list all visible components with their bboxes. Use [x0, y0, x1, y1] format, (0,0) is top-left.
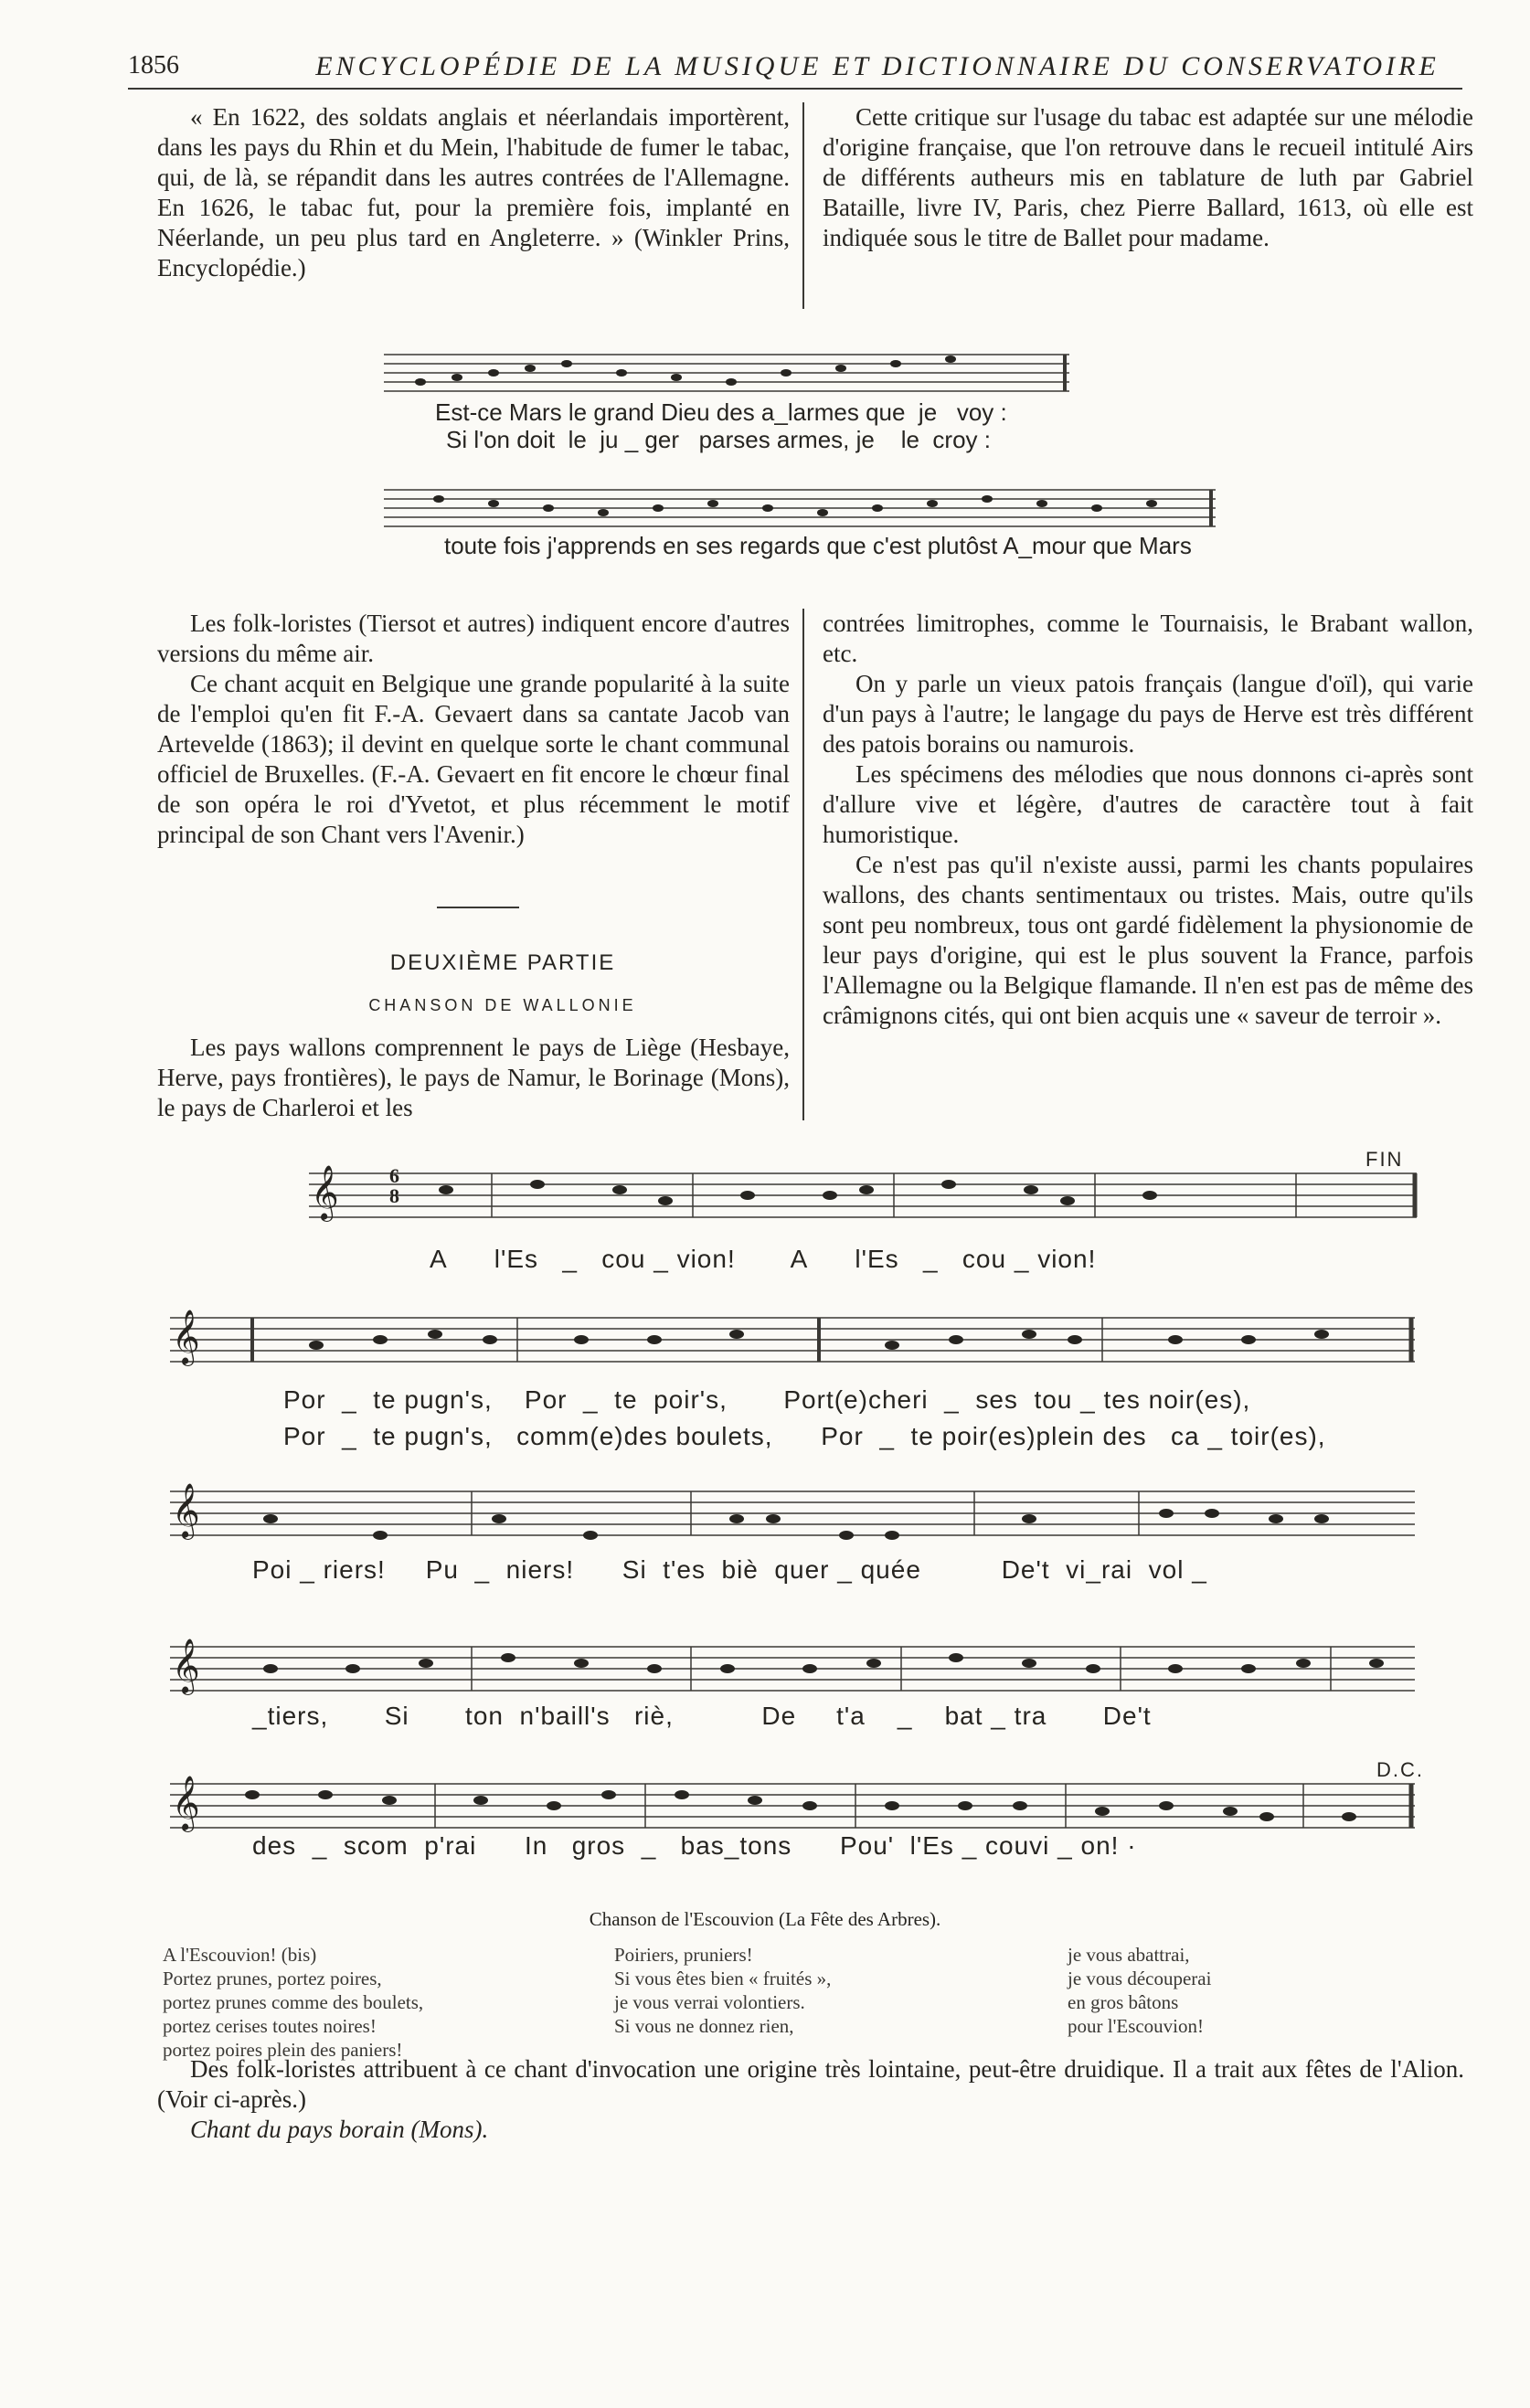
music2-lyric-row5: des _ scom p'rai In gros _ bas_tons Pou' l'Es _ couvi _ on! ·	[252, 1831, 1137, 1860]
section-title: DEUXIÈME PARTIE	[389, 950, 616, 975]
dc-marker: D.C.	[1376, 1758, 1424, 1781]
top-left-paragraph	[157, 102, 790, 283]
music2-staff-5	[170, 1784, 1422, 1839]
poem-column-2: Poiriers, pruniers! Si vous êtes bien « fruités », je vous verrai volontiers. Si vous ne donnez rien,	[614, 1944, 832, 2037]
time-bottom: 8	[389, 1184, 399, 1207]
left-column-text	[157, 609, 790, 850]
treble-clef-icon: 𝄞	[172, 1640, 200, 1692]
left-paragraph: Les pays wallons comprennent le pays de Liège (Hesbaye, Herve, pays frontières), le pays de Namur, le Borinage (Mons), le pays de Charleroi et les	[157, 1034, 790, 1121]
music2-staff-1	[309, 1173, 1424, 1228]
left-paragraph: Les folk-loristes (Tiersot et autres) indiquent encore d'autres versions du même air.	[157, 610, 790, 667]
quote-text: « En 1622, des soldats anglais et néerlandais importèrent, dans les pays du Rhin et du Mein, l'habitude de fumer le tabac, qui, de là, se répandit dans les autres contrées de l'Allemagne. En 1626, le tabac fut, pour la première fois, implanté en Néerlande, un peu plus tard en Angleterre. » (Winkler Prins, Encyclopédie.)	[157, 103, 790, 281]
right-paragraph: Ce n'est pas qu'il n'existe aussi, parmi les chants populaires wallons, des chants sentimentaux ou tristes. Mais, outre qu'ils sont peu nombreux, tous ont gardé fidèlement la physionomie de leur pays d'origine, qui est le plus souvent la France, parfois l'Allemagne ou la Belgique flamande. Il n'en est pas de même des crâmignons cités, qui ont bien acquis une « saveur de terroir ».	[823, 851, 1473, 1029]
treble-clef-icon: 𝄞	[172, 1311, 200, 1363]
time-signature	[389, 1166, 399, 1206]
music2-staff-4	[170, 1647, 1422, 1702]
page-header	[128, 48, 1462, 90]
music2-staff-3	[170, 1491, 1422, 1546]
right-paragraph: On y parle un vieux patois français (langue d'oïl), qui varie d'un pays à l'autre; le langage du pays de Herve est très différent des patois borains ou namurois.	[823, 670, 1473, 758]
right-paragraph: contrées limitrophes, comme le Tournaisis, le Brabant wallon, etc.	[823, 610, 1473, 667]
treble-clef-icon: 𝄞	[172, 1777, 200, 1830]
music1-lyric-2: Si l'on doit le ju _ ger parses armes, je le croy :	[446, 426, 991, 453]
song-caption: Chanson de l'Escouvion (La Fête des Arbres).	[589, 1908, 941, 1930]
bottom-citation: Chant du pays borain (Mons).	[190, 2116, 489, 2143]
music2-lyric-row2a: Por _ te pugn's, Por _ te poir's, Port(e)cheri _ ses tou _ tes noir(es),	[283, 1385, 1251, 1414]
right-column-text	[823, 609, 1473, 1031]
left-paragraph: Ce chant acquit en Belgique une grande popularité à la suite de l'emploi qu'en fit F.-A. Gevaert dans sa cantate Jacob van Artevelde (1863); il devint en quelque sorte le chant communal officiel de Bruxelles. (F.-A. Gevaert en fit encore le chœur final de son opéra le roi d'Yvetot, et plus récemment le motif principal de son Chant vers l'Avenir.)	[157, 670, 790, 848]
column-divider	[802, 102, 804, 309]
music2-lyric-row3: Poi _ riers! Pu _ niers! Si t'es biè quer _ quée De't vi_rai vol _	[252, 1555, 1207, 1584]
bottom-paragraph: Des folk-loristes attribuent à ce chant d'invocation une origine très lointaine, peut-être druidique. Il a trait aux fêtes de l'Alion. (Voir ci-après.)	[157, 2055, 1464, 2113]
right-paragraph: Les spécimens des mélodies que nous donnons ci-après sont d'allure vive et légère, d'autres de caractère tout à fait humoristique.	[823, 760, 1473, 848]
column-divider	[802, 609, 804, 1120]
fin-marker: FIN	[1365, 1148, 1404, 1171]
poem-column-3: je vous abattrai, je vous découperai en gros bâtons pour l'Escouvion!	[1068, 1944, 1212, 2037]
time-top: 6	[389, 1164, 399, 1187]
bottom-text	[157, 2054, 1464, 2145]
separator-rule	[437, 907, 519, 908]
treble-clef-icon: 𝄞	[172, 1485, 200, 1537]
running-title: ENCYCLOPÉDIE DE LA MUSIQUE ET DICTIONNAIRE DU CONSERVATOIRE	[315, 51, 1440, 81]
music1-lyric-3: toute fois j'apprends en ses regards que c'est plutôst A_mour que Mars	[444, 532, 1192, 559]
poem-column-1: A l'Escouvion! (bis) Portez prunes, portez poires, portez prunes comme des boulets, portez cerises toutes noires! portez poires plein des paniers!	[163, 1944, 424, 2061]
critique-text: Cette critique sur l'usage du tabac est adaptée sur une mélodie d'origine française, que l'on retrouve dans le recueil intitulé Airs de différents autheurs mis en tablature de luth par Gabriel Bataille, livre IV, Paris, chez Pierre Ballard, 1613, où elle est indiquée sous le titre de Ballet pour madame.	[823, 103, 1473, 251]
music1-lyric-1: Est-ce Mars le grand Dieu des a_larmes que je voy :	[435, 398, 1007, 426]
page-number: 1856	[128, 51, 179, 80]
left-column-text-2	[157, 1033, 790, 1123]
music2-staff-2	[170, 1318, 1422, 1373]
music2-lyric-row1: A l'Es _ cou _ vion! A l'Es _ cou _ vion!	[430, 1245, 1097, 1273]
top-right-paragraph	[823, 102, 1473, 253]
music2-lyric-row2b: Por _ te pugn's, comm(e)des boulets, Por _ te poir(es)plein des ca _ toir(es),	[283, 1422, 1326, 1450]
music2-lyric-row4: _tiers, Si ton n'baill's riè, De t'a _ bat _ tra De't	[252, 1702, 1152, 1730]
treble-clef-icon: 𝄞	[311, 1167, 339, 1219]
section-subtitle: CHANSON DE WALLONIE	[368, 996, 637, 1014]
